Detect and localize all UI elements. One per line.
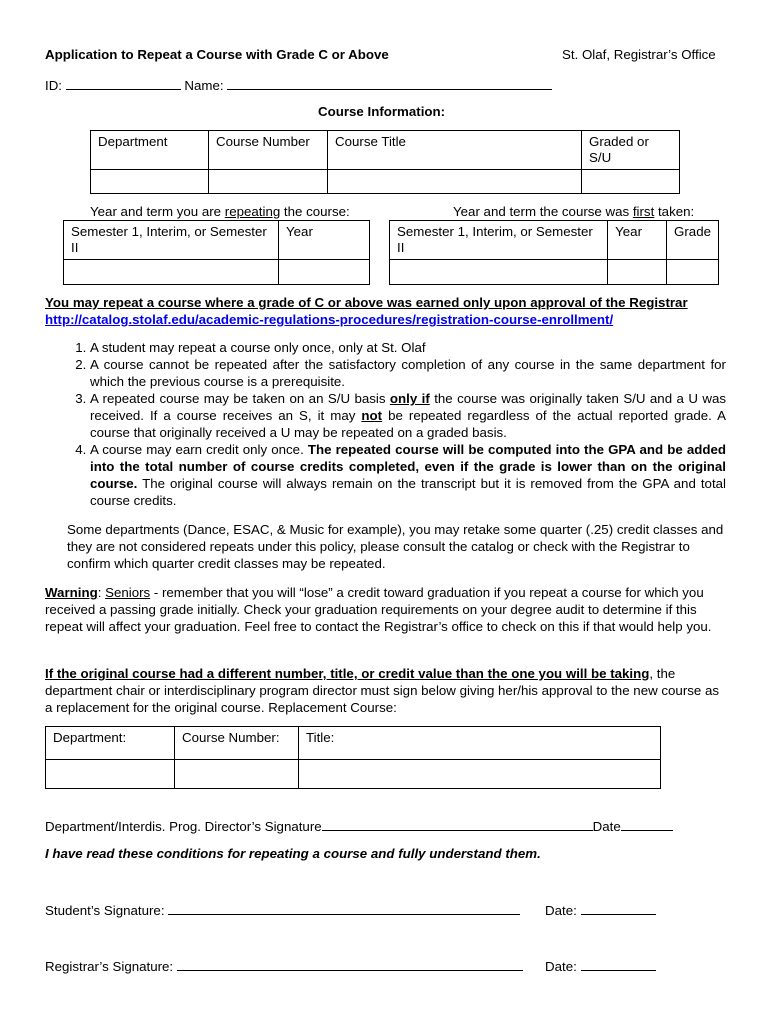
first-caption [453, 204, 694, 219]
student-date-label: Date: [545, 903, 577, 918]
student-signature-field[interactable] [168, 901, 520, 915]
course-info-heading: Course Information: [318, 104, 446, 119]
acknowledgement: I have read these conditions for repeating a course and fully understand them. [45, 846, 541, 861]
repeat-caption-pre: Year and term you are [90, 204, 225, 219]
repeat-year-header: Year [279, 221, 370, 260]
replacement-dept-cell[interactable] [46, 760, 175, 789]
registrar-signature-row [45, 957, 523, 974]
replacement-title-header: Title: [299, 727, 661, 760]
director-date-field[interactable] [621, 817, 673, 831]
first-grade-header: Grade [667, 221, 719, 260]
rule-2: 2. A course cannot be repeated after the satisfactory completion of any course in the same department for which the previous course is a prerequisite. [90, 356, 726, 390]
departments-note: Some departments (Dance, ESAC, & Music for example), you may retake some quarter (.25) credit classes and they are not considered repeats under this policy, please consult the catalog or check with the Registrar to confirm which quarter credit classes may be repeated. [67, 522, 724, 571]
repeat-term-table [63, 220, 370, 285]
director-signature-label: Department/Interdis. Prog. Director’s Signature [45, 819, 322, 834]
rules-list [45, 339, 726, 509]
first-grade-cell[interactable] [667, 260, 719, 285]
repeat-caption-post: the course: [280, 204, 350, 219]
student-date-row [545, 901, 656, 918]
student-date-field[interactable] [581, 901, 656, 915]
course-dept-cell[interactable] [91, 170, 209, 194]
director-date-label: Date [592, 819, 621, 834]
replacement-dept-header: Department: [46, 727, 175, 760]
replacement-title-cell[interactable] [299, 760, 661, 789]
course-dept-header: Department [91, 131, 209, 170]
rule-3: 3. A repeated course may be taken on an S/U basis only if the course was originally taken S/U and a U was received. If a course receives an S, it may not be repeated regardless of the actual reported grade. A course that originally received a U may be repeated on a graded basis. [90, 390, 726, 441]
registrar-date-row [545, 957, 656, 974]
course-title-header: Course Title [328, 131, 582, 170]
student-signature-row [45, 901, 520, 918]
catalog-link[interactable]: http://catalog.stolaf.edu/academic-regulations-procedures/registration-course-enrollment/ [45, 312, 614, 327]
replacement-number-header: Course Number: [175, 727, 299, 760]
repeat-year-cell[interactable] [279, 260, 370, 285]
first-year-header: Year [608, 221, 667, 260]
form-title: Application to Repeat a Course with Grade C or Above [45, 47, 389, 62]
rule-1: 1. A student may repeat a course only once, only at St. Olaf [90, 339, 726, 356]
repeat-caption [90, 204, 350, 219]
course-title-cell[interactable] [328, 170, 582, 194]
graded-cell[interactable] [582, 170, 680, 194]
first-semester-header: Semester 1, Interim, or Semester II [390, 221, 608, 260]
first-term-table [389, 220, 719, 285]
first-year-cell[interactable] [608, 260, 667, 285]
different-course-paragraph [45, 665, 725, 716]
rule-4: 4. A course may earn credit only once. The repeated course will be computed into the GPA and be added into the total number of course credits completed, even if the grade is lower than on the original course. The original course will always remain on the transcript but it is removed from the GPA and total course credits. [90, 441, 726, 509]
graded-header: Graded or S/U [582, 131, 680, 170]
id-field[interactable] [66, 76, 181, 90]
course-number-cell[interactable] [209, 170, 328, 194]
repeat-semester-header: Semester 1, Interim, or Semester II [64, 221, 279, 260]
first-caption-pre: Year and term the course was [453, 204, 633, 219]
registrar-office-label: St. Olaf, Registrar’s Office [562, 47, 716, 62]
course-info-table [90, 130, 680, 194]
approval-notice: You may repeat a course where a grade of C or above was earned only upon approval of the Registrar [45, 295, 688, 310]
registrar-date-label: Date: [545, 959, 577, 974]
first-caption-underlined: first [632, 204, 655, 219]
repeat-caption-underlined: repeating [224, 204, 281, 219]
warning-label: Warning [45, 585, 98, 600]
id-name-row [45, 76, 552, 93]
different-course-bold: If the original course had a different number, title, or credit value than the one you will be taking [45, 666, 650, 681]
registrar-signature-field[interactable] [177, 957, 523, 971]
different-course-rest: , the department chair or interdisciplinary program director must sign below giving her/his approval to the new course as a replacement for the original course. Replacement Course: [45, 666, 720, 715]
warning-paragraph: Warning: Seniors - remember that you will “lose” a credit toward graduation if you repeat a course for which you received a passing grade initially. Check your graduation requirements on your degree audit to determine if this repeat will affect your graduation. Feel free to contact the Registrar’s office to check on this if that would help you. [45, 585, 712, 634]
student-signature-label: Student’s Signature: [45, 903, 165, 918]
name-field[interactable] [227, 76, 552, 90]
replacement-course-table [45, 726, 661, 789]
name-label: Name: [184, 78, 224, 93]
director-signature-field[interactable] [322, 817, 593, 831]
seniors-label: Seniors [105, 585, 151, 600]
first-caption-post: taken: [654, 204, 695, 219]
replacement-number-cell[interactable] [175, 760, 299, 789]
registrar-signature-label: Registrar’s Signature: [45, 959, 174, 974]
director-signature-row [45, 817, 673, 834]
first-semester-cell[interactable] [390, 260, 608, 285]
course-number-header: Course Number [209, 131, 328, 170]
id-label: ID: [45, 78, 62, 93]
registrar-date-field[interactable] [581, 957, 656, 971]
repeat-semester-cell[interactable] [64, 260, 279, 285]
